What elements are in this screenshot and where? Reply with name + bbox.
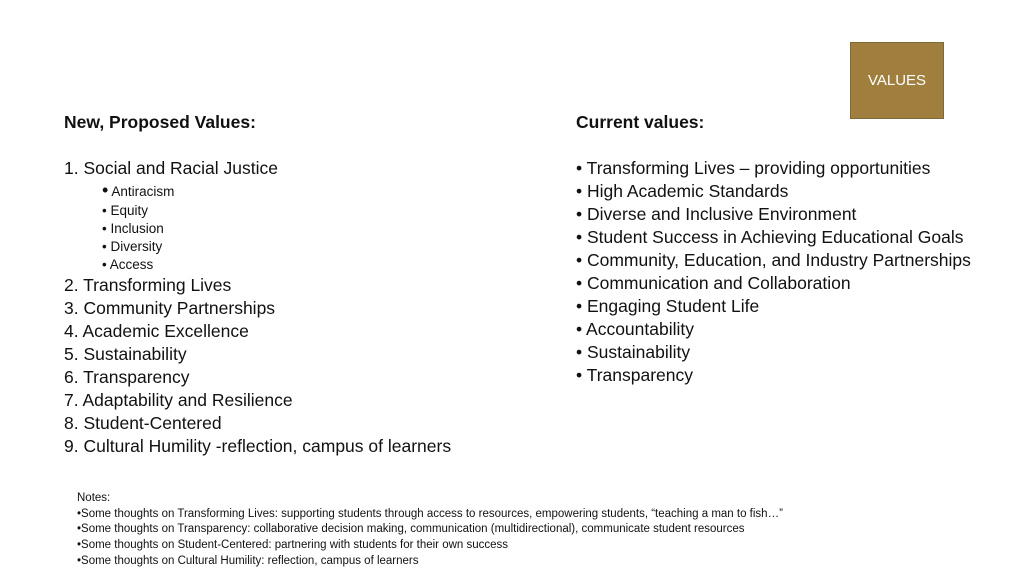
notes-title: Notes: [77, 492, 111, 504]
sub-value-item: • Inclusion [102, 221, 164, 236]
note-line: •Some thoughts on Transparency: collaborative decision making, communication (multidirectional), communicate student resources [77, 523, 745, 536]
proposed-value-item: 2. Transforming Lives [64, 275, 232, 295]
current-value-item: • Sustainability [576, 342, 691, 362]
current-value-item: • Diverse and Inclusive Environment [576, 204, 857, 224]
current-value-item: • Engaging Student Life [576, 296, 760, 316]
current-value-item: • Accountability [576, 319, 694, 339]
sub-value-item: • Antiracism [102, 180, 175, 200]
current-value-item: • Communication and Collaboration [576, 273, 851, 293]
note-line: •Some thoughts on Cultural Humility: reflection, campus of learners [77, 554, 419, 567]
current-values-column [576, 111, 1022, 387]
current-value-item: • Community, Education, and Industry Partnerships [576, 250, 971, 270]
current-value-item: • Student Success in Achieving Educational Goals [576, 227, 964, 247]
proposed-value-item: 4. Academic Excellence [64, 321, 249, 341]
proposed-value-item: 5. Sustainability [64, 344, 187, 364]
sub-value-item: • Diversity [102, 239, 163, 254]
sub-value-item: • Access [102, 257, 154, 272]
proposed-value-item: 1. Social and Racial Justice [64, 158, 278, 178]
current-value-item: • Transforming Lives – providing opportunities [576, 158, 931, 178]
proposed-value-item: 7. Adaptability and Resilience [64, 390, 293, 410]
notes-section [77, 491, 977, 570]
values-badge-label: VALUES [867, 72, 927, 89]
current-value-item: • Transparency [576, 365, 694, 385]
proposed-value-item: 9. Cultural Humility -reflection, campus of learners [64, 436, 452, 456]
proposed-value-item: 8. Student-Centered [64, 413, 222, 433]
current-values-heading: Current values: [576, 112, 705, 132]
current-value-item: • High Academic Standards [576, 181, 789, 201]
proposed-values-heading: New, Proposed Values: [64, 112, 256, 132]
proposed-value-item: 3. Community Partnerships [64, 298, 276, 318]
proposed-value-item: 6. Transparency [64, 367, 190, 387]
proposed-values-column [64, 111, 534, 458]
note-line: •Some thoughts on Student-Centered: partnering with students for their own success [77, 539, 509, 552]
values-badge [850, 42, 944, 119]
sub-value-item: • Equity [102, 203, 149, 218]
note-line: •Some thoughts on Transforming Lives: supporting students through access to resources, empowering students, “teaching a man to fish…” [77, 507, 783, 520]
